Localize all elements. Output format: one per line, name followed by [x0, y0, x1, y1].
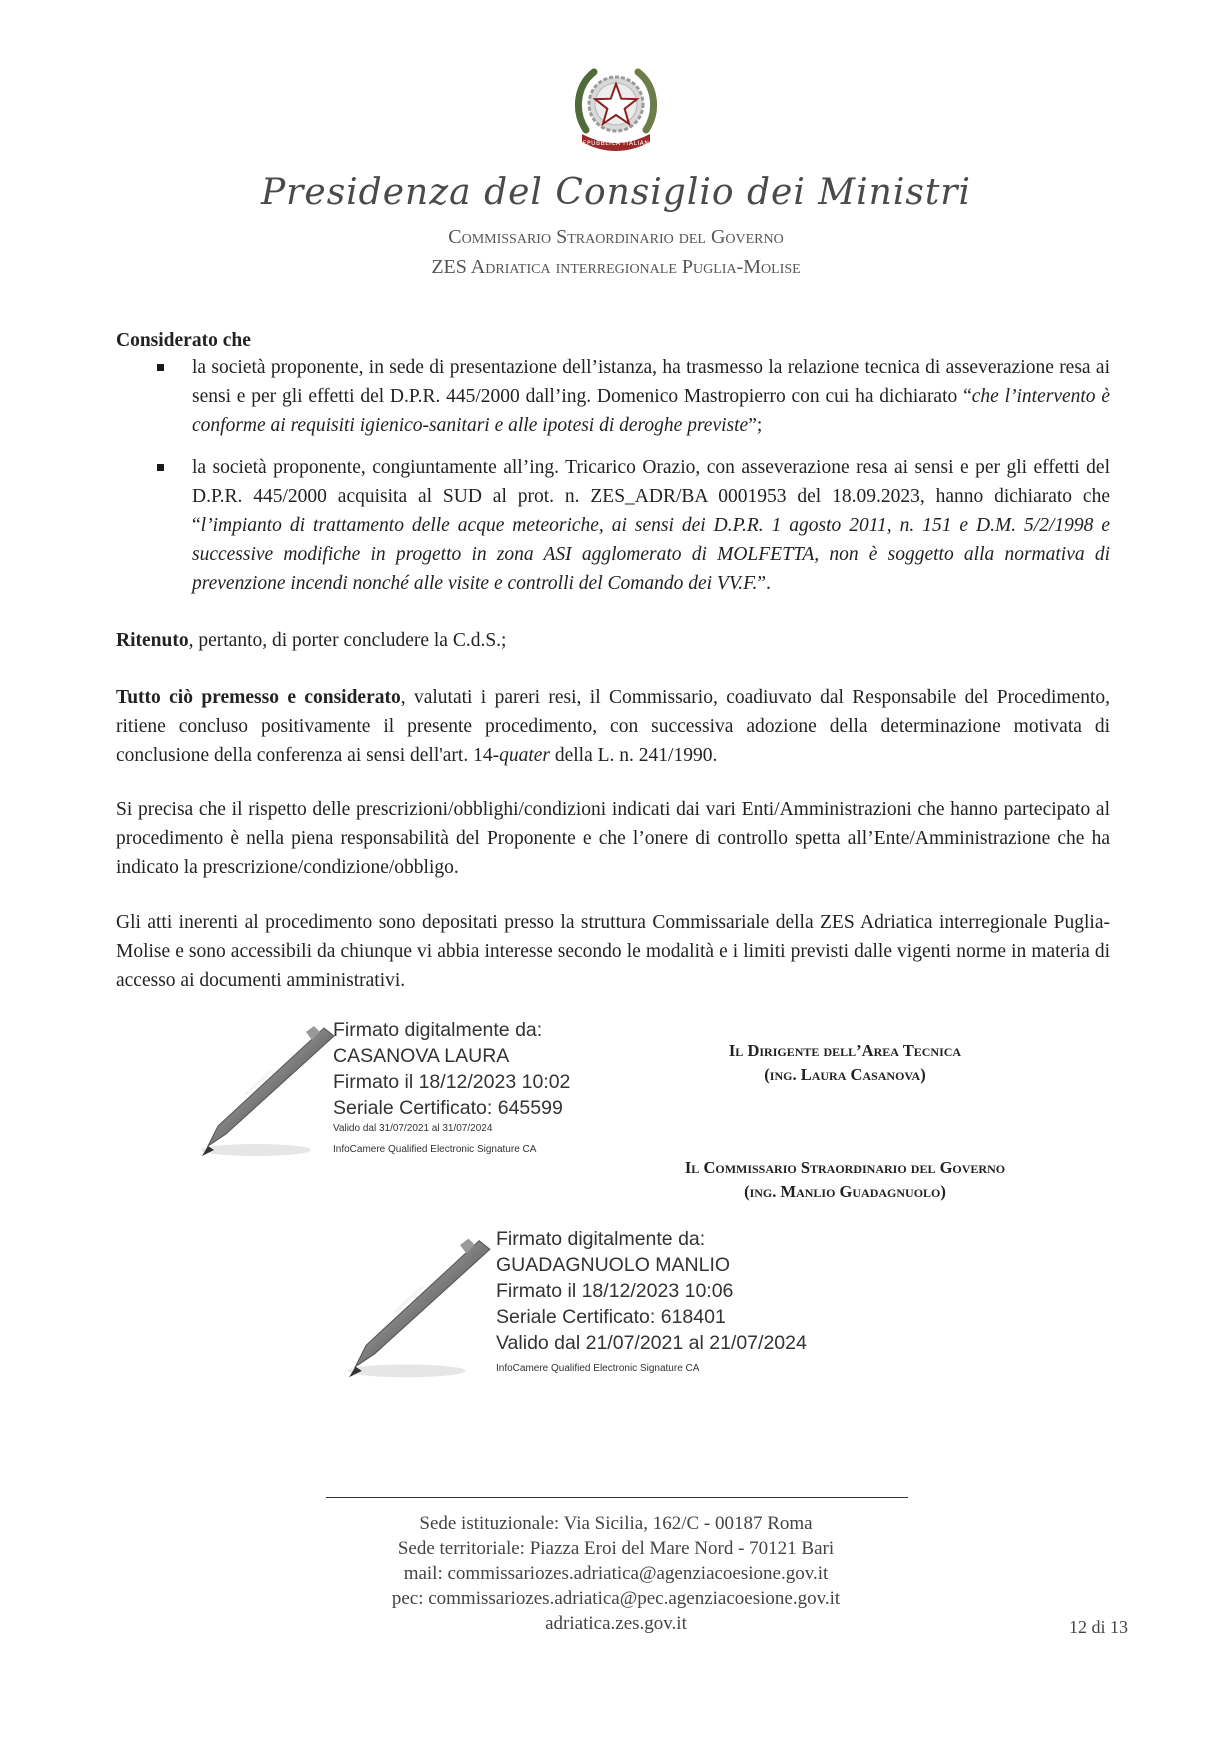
considerato-heading: Considerato che: [116, 330, 251, 351]
bullet-2-text: la società proponente, congiuntamente all’ing. Tricarico Orazio, con asseverazione resa ai sensi e per gli effetti del D.P.R. 445/2000 acquisita al SUD al prot. n. ZES_ADR/BA 0001953 del 18.09.2023, hanno dichiarato che: [192, 457, 1110, 507]
bullet-2-quote: l’impianto di trattamento delle acque meteoriche, ai sensi dei D.P.R. 1 agosto 2011, n. 151 e D.M. 5/2/1998 e successive modifiche in progetto in zona ASI agglomerato di MOLFETTA, non è soggetto alla normativa di prevenzione incendi nonché alle visite e controlli del Comando dei VV.F.: [192, 515, 1110, 594]
sig2-serial: Seriale Certificato: 618401: [496, 1306, 726, 1328]
tutto-text-end: della L. n. 241/1990.: [549, 745, 718, 766]
page-number: 12 di 13: [1068, 1617, 1128, 1637]
commissario-title: Il Commissario Straordinario del Governo: [684, 1158, 1006, 1177]
dirigente-title: Il Dirigente dell’Area Tecnica: [728, 1041, 962, 1060]
sig2-line1: Firmato digitalmente da:: [496, 1228, 706, 1250]
signature-1-stamp: [333, 1017, 570, 1157]
atti-paragraph: Gli atti inerenti al procedimento sono depositati presso la struttura Commissariale della ZES Adriatica interregionale Puglia-Molise e sono accessibili da chiunque vi abbia interesse secondo le modalità e i limiti previsti dalle vigenti norme in materia di accesso ai documenti amministrativi.: [116, 912, 1110, 991]
sig2-signer: GUADAGNUOLO MANLIO: [496, 1254, 731, 1276]
dirigente-name: (ing. Laura Casanova): [764, 1065, 926, 1084]
ritenuto-lead: Ritenuto: [116, 630, 189, 651]
sig1-date: Firmato il 18/12/2023 10:02: [333, 1071, 571, 1093]
office-line-2: ZES Adriatica interregionale Puglia-Molise: [431, 256, 801, 278]
bullet-2-quote-open: “: [192, 515, 201, 536]
commissario-name: (ing. Manlio Guadagnuolo): [744, 1182, 946, 1201]
bullet-1-text: la società proponente, in sede di presentazione dell’istanza, ha trasmesso la relazione tecnica di asseverazione resa ai sensi e per gli effetti del D.P.R. 445/2000 dall’ing. Domenico Mastropierro con cui ha dichiarato: [192, 357, 1110, 407]
tutto-text: , valutati i pareri resi, il Commissario, coadiuvato dal Responsabile del Procedimento, ritiene concluso positivamente il presente procedimento, con successiva adozione della determinazione motivata di conclusione della conferenza ai sensi dell'art. 14-: [116, 687, 1110, 766]
tutto-paragraph: [116, 683, 1110, 770]
bullet-1-quote-open: “: [963, 386, 972, 407]
footer-pec[interactable]: pec: commissariozes.adriatica@pec.agenziacoesione.gov.it: [391, 1588, 841, 1609]
ritenuto-text: , pertanto, di porter concludere la C.d.S.;: [188, 630, 507, 651]
footer-sede-istituzionale: Sede istituzionale: Via Sicilia, 162/C - 00187 Roma: [419, 1513, 813, 1534]
sig2-ca: InfoCamere Qualified Electronic Signature CA: [496, 1363, 700, 1374]
sig2-date: Firmato il 18/12/2023 10:06: [496, 1280, 734, 1302]
signature-2-stamp: [496, 1226, 807, 1376]
bullet-1-quote: che l’intervento è conforme ai requisiti igienico-sanitari e alle ipotesi di deroghe previste: [192, 386, 1110, 436]
italian-republic-emblem: [572, 60, 660, 156]
sig1-line1: Firmato digitalmente da:: [333, 1019, 543, 1041]
sig2-validity: Valido dal 21/07/2021 al 21/07/2024: [496, 1332, 807, 1354]
presidenza-title: Presidenza del Consiglio dei Ministri: [260, 172, 972, 213]
pen-icon: [332, 1234, 492, 1384]
footer-mail[interactable]: mail: commissariozes.adriatica@agenziacoesione.gov.it: [403, 1563, 829, 1584]
sig1-serial: Seriale Certificato: 645599: [333, 1097, 563, 1119]
precisa-paragraph: Si precisa che il rispetto delle prescrizioni/obblighi/condizioni indicati dai vari Enti/Amministrazioni che hanno partecipato al procedimento è nella piena responsabilità del Proponente e che l’onere di controllo spetta all’Ente/Amministrazione che ha indicato la prescrizione/condizione/obbligo.: [116, 799, 1110, 878]
sig1-signer: CASANOVA LAURA: [333, 1045, 510, 1067]
ritenuto-paragraph: [116, 626, 1110, 655]
tutto-lead: Tutto ciò premesso e considerato: [116, 687, 401, 708]
list-item: [116, 353, 1110, 440]
footer-sede-territoriale: Sede territoriale: Piazza Eroi del Mare Nord - 70121 Bari: [397, 1538, 835, 1559]
tutto-italic: quater: [499, 745, 550, 766]
footer-divider: [326, 1497, 908, 1498]
footer-address: [0, 1511, 1232, 1636]
bullet-1-quote-close: ”;: [748, 415, 763, 436]
sig1-validity: Valido dal 31/07/2021 al 31/07/2024: [333, 1123, 493, 1134]
sig1-ca: InfoCamere Qualified Electronic Signature CA: [333, 1144, 537, 1155]
list-item: [116, 453, 1110, 598]
office-line-1: Commissario Straordinario del Governo: [448, 226, 784, 248]
bullet-2-quote-close: ”.: [757, 573, 771, 594]
footer-website[interactable]: adriatica.zes.gov.it: [545, 1613, 687, 1634]
considerato-list: [116, 353, 1110, 598]
pen-icon: [186, 1022, 336, 1162]
emblem-ribbon-text: REPUBBLICA ITALIANA: [578, 140, 654, 147]
